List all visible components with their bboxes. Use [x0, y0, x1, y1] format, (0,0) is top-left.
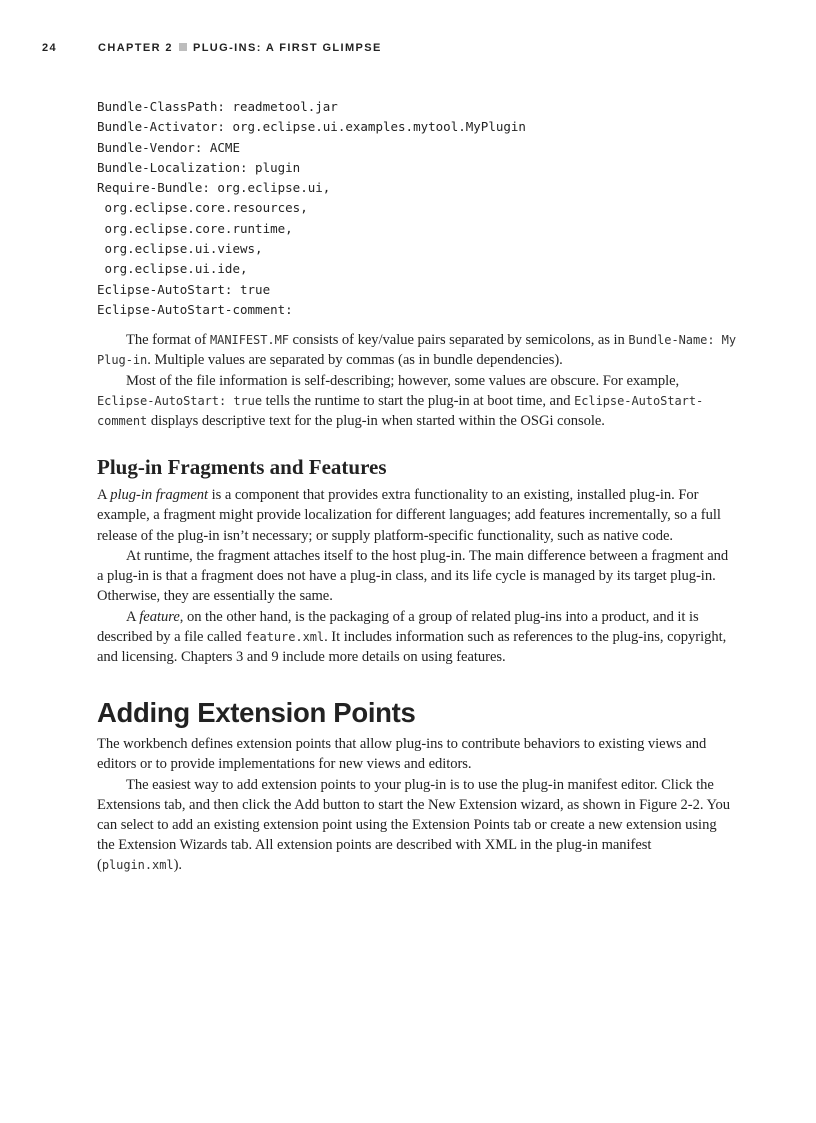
term-feature: feature	[139, 608, 180, 625]
chapter-label: CHAPTER 2	[98, 42, 173, 54]
code-line: org.eclipse.ui.views,	[97, 241, 263, 257]
manifest-format-paragraph: The format of MANIFEST.MF consists of key/value pairs separated by semicolons, as in Bundle-Name: My Plug-in. Multiple values are separated by commas (as in bundle dependencies).	[97, 332, 737, 369]
term-plug-in-fragment: plug-in fragment	[110, 487, 208, 504]
inline-code: MANIFEST.MF	[210, 333, 289, 348]
fragment-definition-paragraph: A plug-in fragment is a component that provides extra functionality to an existing, installed plug-in. For example, a fragment might provide localization for different languages; add features incrementally, so a full release of the plug-in isn’t necessary; or supply platform-specific functionality, such as native code.	[97, 487, 721, 544]
code-line: org.eclipse.ui.ide,	[97, 261, 248, 277]
manifest-info-paragraph: Most of the file information is self-describing; however, some values are obscure. For example, Eclipse-AutoStart: true tells the runtime to start the plug-in at boot time, and Eclipse-AutoStart-comment displays descriptive text for the plug-in when started within the OSGi console.	[97, 372, 704, 430]
manifest-code-listing	[97, 97, 737, 320]
inline-code: Bundle-Name: My Plug-in	[97, 333, 737, 368]
code-line: Bundle-ClassPath: readmetool.jar	[97, 99, 338, 114]
page-number: 24	[42, 42, 58, 54]
feature-paragraph: A feature, on the other hand, is the packaging of a group of related plug-ins into a product, and it is described by a file called feature.xml. It includes information such as references to the plug-ins, copyright, and licensing. Chapters 3 and 9 include more details on using features.	[97, 608, 727, 665]
code-line: Bundle-Activator: org.eclipse.ui.examples.mytool.MyPlugin	[97, 119, 526, 135]
manifest-editor-paragraph: The easiest way to add extension points to your plug-in is to use the plug-in manifest editor. Click the Extensions tab, and then click the Add button to start the New Extension wizard, as shown in Figure 2-2. You can select to add an existing extension point using the Extension Points tab or create a new extension using the Extension Wizards tab. All extension points are described with XML in the plug-in manifest (plugin.xml).	[97, 776, 730, 874]
chapter-heading	[98, 42, 382, 54]
fragments-heading: Plug-in Fragments and Features	[97, 455, 387, 480]
inline-code: plugin.xml	[101, 858, 174, 873]
code-line: Eclipse-AutoStart-comment:	[97, 301, 293, 317]
inline-code: Eclipse-AutoStart-comment	[97, 393, 704, 429]
code-line: Bundle-Localization: plugin	[97, 159, 301, 175]
page-body	[97, 97, 737, 876]
inline-code: Eclipse-AutoStart: true	[97, 393, 263, 408]
code-line: org.eclipse.core.runtime,	[97, 220, 293, 236]
code-line: org.eclipse.core.resources,	[97, 200, 308, 216]
code-line: Require-Bundle: org.eclipse.ui,	[97, 180, 331, 196]
workbench-paragraph: The workbench defines extension points that allow plug-ins to contribute behaviors to existing views and editors or to provide implementations for new views and editors.	[97, 736, 707, 773]
code-line: Eclipse-AutoStart: true	[97, 281, 271, 297]
chapter-title: PLUG-INS: A FIRST GLIMPSE	[192, 42, 382, 54]
separator-square-icon	[179, 43, 187, 51]
extension-points-heading: Adding Extension Points	[97, 697, 416, 729]
code-line: Bundle-Vendor: ACME	[97, 139, 240, 155]
inline-code: feature.xml	[245, 629, 325, 644]
fragment-runtime-paragraph: At runtime, the fragment attaches itself to the host plug-in. The main difference between a fragment and a plug-in is that a fragment does not have a plug-in class, and its life cycle is managed by its target plug-in. Otherwise, they are essentially the same.	[97, 547, 729, 605]
